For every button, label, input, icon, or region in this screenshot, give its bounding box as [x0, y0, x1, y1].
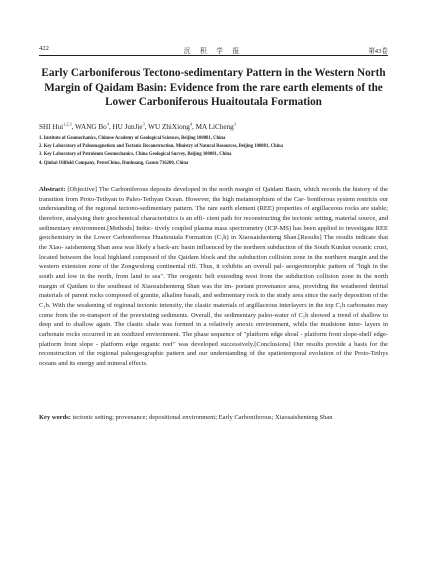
abstract-line: Our results provide a basis for the reconstruction of the regional paleogeographic pattern and our understanding of the [39, 340, 389, 358]
abstract-line: (REE) properties of argillaceous rocks are stable; therefore, analysing their geochemical characteristics is an effi- [39, 205, 388, 222]
author-affiliation-marker: 3 [142, 121, 145, 127]
author-affiliation-marker: 4 [106, 121, 109, 127]
affiliation-3: 3. Key Laboratory of Petroleum Geomechanics, China Geological Survey, Beijing 100081, China [39, 152, 232, 157]
author-affiliation-marker: 3 [233, 121, 236, 127]
keywords-text: tectonic setting; provenance; depositional environment; Early Carboniferous; Xiaosaishenteng Shan [72, 414, 333, 421]
page-number: 422 [39, 45, 49, 52]
abstract-line: tectonic intensity, the clastic materials of argillaceous interlayers in the top C₁h carbonates may come from the [39, 301, 389, 319]
abstract-line: the history of the transition from Proto-Tethyan to Paleo-Tethyan Ocean. However, the high metamorphism of the Car- [39, 186, 389, 203]
author-name: SHI Hui [39, 123, 64, 131]
abstract-line: boniferous system restricts our understanding of the regional tectono-sedimentary pattern. The rare earth element [39, 195, 388, 213]
abstract-label: Abstract: [39, 186, 66, 193]
abstract-line: re-transport of the preexisting sediments. Overall, the sedimentary paleo-water of C₁h showed a trend of shallow to [80, 311, 389, 319]
abstract-line: aeogeomorphic pattern of "high in the south and low in the north, from land to sea". The orogenic belt extending west [39, 263, 389, 280]
abstract-line: crust, located between the local highland composed of the Qaidam block and the subduction collision zone in the [39, 243, 389, 261]
author-name: HU JunJie [112, 123, 143, 131]
abstract-line: cient path for reconstructing the tectonic setting, material source, and sedimentary environment.[Methods] Induc- [39, 214, 388, 232]
keywords-label: Key words: [39, 414, 71, 421]
abstract [39, 185, 388, 368]
journal-name: 沉 积 学 报 [183, 48, 244, 55]
abstract-line: northern margin and the western extension zone of the Zongwulong continental rift. Thus, it exhibits an overall pal- [39, 253, 388, 271]
abstract-line: basalt, and sedimentary rock to the study area since the early deposition of the C₁h. With the weakening of regional [39, 292, 388, 309]
abstract-line: from the subduction collision zone in the north margin of Qaidam to the southeast of Xiaosaishenteng Shan was the im- [39, 272, 389, 290]
abstract-line: front slope-shelf edge- platform front slope - platform edge organic reef" was developed successively.[Conclusions] [39, 330, 389, 348]
abstract-line: saishenteng Shan area was likely a back-arc basin influenced by the northern subduction of the South Kunlun oceanic [65, 243, 373, 251]
abstract-line: tively coupled plasma mass spectrometry (ICP-MS) has been applied to investigate REE geochemistry in the Lower [39, 224, 388, 242]
affiliation-4: 4. Qinhai Oilfield Company, PetroChina, Dunhuang, Gansu 736200, China [39, 161, 189, 166]
abstract-line: spatiotemporal evolution of the Proto-Tethys oceans and its energy and mineral effects. [39, 350, 389, 367]
author-list: SHI Hui$^{1,2,3}$, WANG Bo$^4$, HU JunJie$^3$, WU ZhiXiong$^4$, MA LiCheng$^3$ [39, 121, 236, 131]
affiliation-2: 2. Key Laboratory of Paleomagnetism and Tectonic Reconstruction, Ministry of Natural Resources, Beijing 100081, China [39, 144, 283, 149]
volume-number: 第43卷 [368, 48, 388, 55]
author-affiliation-marker: 4 [189, 121, 192, 127]
affiliation-1: 1. Institute of Geomechanics, Chinese Academy of Geological Sciences, Beijing 100081, China [39, 136, 226, 141]
author-name: MA LiCheng [195, 123, 234, 131]
author-affiliation-marker: 1,2,3 [63, 121, 72, 127]
author-name: WANG Bo [75, 123, 107, 131]
abstract-line: deep and to shallow again. The clastic shale was formed in a relatively anoxic environment, while the mudstone inter- [39, 321, 363, 329]
paper-title: Early Carboniferous Tectono-sedimentary Pattern in the Western North Margin of Qaidam Basin: Evidence from the rare earth elements of the Lower Carboniferous Huaitoutala Formation [41, 67, 386, 108]
abstract-line: [Objective] The Carboniferous deposits developed in the north margin of Qaidam Basin, which records [67, 186, 341, 193]
abstract-line: Carboniferous Huaitoutala Formation (C₁h) in Xiaosaishenteng Shan.[Results] The results indicate that the Xiao- [39, 234, 388, 251]
running-header [39, 43, 388, 56]
abstract-line: layers in carbonate rocks occurred in an oxidized environment. The phase sequence of "platform edge shoal - platform [39, 321, 389, 338]
author-name: WU ZhiXiong [148, 123, 190, 131]
abstract-line: portant provenance area, providing the weathered detrital materials of parent rocks composed of granite, alkaline [39, 282, 388, 300]
keywords [39, 414, 388, 421]
